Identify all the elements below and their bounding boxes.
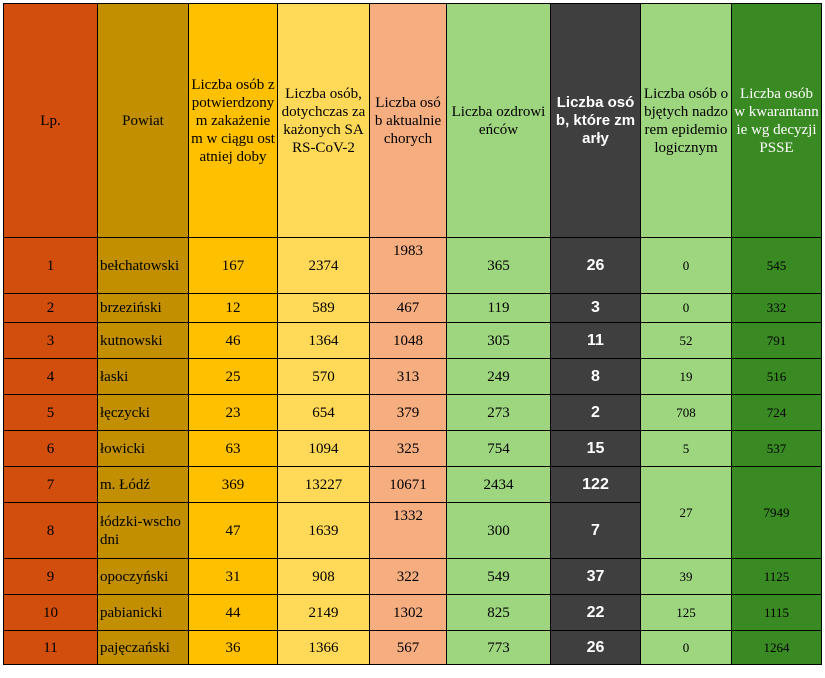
cell-confirmed-24h: 46 (189, 323, 278, 359)
cell-deaths: 22 (551, 595, 641, 631)
cell-total-infected: 2374 (278, 238, 370, 294)
table-row (4, 359, 822, 395)
cell-total-infected: 1364 (278, 323, 370, 359)
header-quarantine: Liczba osób w kwarantannie wg decyzji PSSE (732, 4, 822, 238)
cell-lp: 3 (4, 323, 98, 359)
cell-recovered: 365 (447, 238, 551, 294)
cell-deaths: 26 (551, 238, 641, 294)
cell-lp: 1 (4, 238, 98, 294)
cell-deaths: 2 (551, 395, 641, 431)
cell-quarantine: 545 (732, 238, 822, 294)
cell-supervision: 0 (641, 294, 732, 323)
cell-powiat: opoczyński (98, 559, 189, 595)
cell-total-infected: 2149 (278, 595, 370, 631)
cell-confirmed-24h: 36 (189, 631, 278, 665)
table-row (4, 323, 822, 359)
cell-powiat: brzeziński (98, 294, 189, 323)
cell-quarantine: 791 (732, 323, 822, 359)
cell-supervision: 19 (641, 359, 732, 395)
cell-supervision: 0 (641, 631, 732, 665)
cell-lp: 4 (4, 359, 98, 395)
cell-recovered: 549 (447, 559, 551, 595)
cell-powiat: m. Łódź (98, 467, 189, 503)
cell-lp: 10 (4, 595, 98, 631)
cell-supervision: 125 (641, 595, 732, 631)
header-active: Liczba osób aktualnie chorych (370, 4, 447, 238)
header-recovered: Liczba ozdrowieńców (447, 4, 551, 238)
cell-quarantine: 537 (732, 431, 822, 467)
cell-active: 10671 (370, 467, 447, 503)
cell-recovered: 119 (447, 294, 551, 323)
cell-total-infected: 589 (278, 294, 370, 323)
cell-lp: 11 (4, 631, 98, 665)
cell-recovered: 300 (447, 503, 551, 559)
table-row (4, 559, 822, 595)
cell-active: 567 (370, 631, 447, 665)
cell-total-infected: 570 (278, 359, 370, 395)
cell-supervision: 708 (641, 395, 732, 431)
cell-deaths: 8 (551, 359, 641, 395)
header-lp: Lp. (4, 4, 98, 238)
cell-confirmed-24h: 167 (189, 238, 278, 294)
cell-total-infected: 908 (278, 559, 370, 595)
header-confirmed-24h: Liczba osób z potwierdzonym zakażeniem w ciągu ostatniej doby (189, 4, 278, 238)
cell-total-infected: 13227 (278, 467, 370, 503)
cell-quarantine: 1125 (732, 559, 822, 595)
cell-powiat: pabianicki (98, 595, 189, 631)
cell-confirmed-24h: 23 (189, 395, 278, 431)
cell-recovered: 305 (447, 323, 551, 359)
header-deaths: Liczba osób, które zmarły (551, 4, 641, 238)
cell-recovered: 825 (447, 595, 551, 631)
cell-active: 325 (370, 431, 447, 467)
cell-active: 1332 (370, 503, 447, 559)
table-row (4, 595, 822, 631)
cell-confirmed-24h: 369 (189, 467, 278, 503)
cell-lp: 6 (4, 431, 98, 467)
cell-powiat: pajęczański (98, 631, 189, 665)
table-row (4, 395, 822, 431)
covid-district-table (3, 3, 822, 665)
cell-recovered: 273 (447, 395, 551, 431)
cell-confirmed-24h: 25 (189, 359, 278, 395)
cell-active: 467 (370, 294, 447, 323)
table-row (4, 238, 822, 294)
cell-powiat: łowicki (98, 431, 189, 467)
cell-quarantine: 724 (732, 395, 822, 431)
cell-quarantine: 1264 (732, 631, 822, 665)
cell-quarantine: 1115 (732, 595, 822, 631)
cell-supervision-merged: 27 (641, 467, 732, 559)
cell-lp: 5 (4, 395, 98, 431)
cell-recovered: 773 (447, 631, 551, 665)
cell-lp: 8 (4, 503, 98, 559)
header-row (4, 4, 822, 238)
cell-active: 1048 (370, 323, 447, 359)
cell-powiat: łódzki-wschodni (98, 503, 189, 559)
cell-deaths: 122 (551, 467, 641, 503)
cell-active: 322 (370, 559, 447, 595)
table-row (4, 294, 822, 323)
cell-recovered: 754 (447, 431, 551, 467)
cell-deaths: 15 (551, 431, 641, 467)
cell-active: 1983 (370, 238, 447, 294)
cell-deaths: 26 (551, 631, 641, 665)
table-row (4, 631, 822, 665)
cell-confirmed-24h: 63 (189, 431, 278, 467)
cell-total-infected: 1366 (278, 631, 370, 665)
cell-supervision: 0 (641, 238, 732, 294)
cell-powiat: kutnowski (98, 323, 189, 359)
cell-deaths: 37 (551, 559, 641, 595)
cell-supervision: 5 (641, 431, 732, 467)
header-supervision: Liczba osób objętych nadzorem epidemiologicznym (641, 4, 732, 238)
cell-confirmed-24h: 47 (189, 503, 278, 559)
cell-confirmed-24h: 44 (189, 595, 278, 631)
cell-active: 379 (370, 395, 447, 431)
cell-deaths: 7 (551, 503, 641, 559)
cell-recovered: 249 (447, 359, 551, 395)
cell-quarantine: 332 (732, 294, 822, 323)
cell-confirmed-24h: 12 (189, 294, 278, 323)
cell-deaths: 11 (551, 323, 641, 359)
cell-powiat: bełchatowski (98, 238, 189, 294)
cell-deaths: 3 (551, 294, 641, 323)
cell-quarantine-merged: 7949 (732, 467, 822, 559)
cell-quarantine: 516 (732, 359, 822, 395)
cell-supervision: 52 (641, 323, 732, 359)
cell-total-infected: 1639 (278, 503, 370, 559)
cell-active: 313 (370, 359, 447, 395)
cell-supervision: 39 (641, 559, 732, 595)
cell-powiat: łaski (98, 359, 189, 395)
cell-lp: 2 (4, 294, 98, 323)
table-row (4, 467, 822, 503)
cell-recovered: 2434 (447, 467, 551, 503)
cell-confirmed-24h: 31 (189, 559, 278, 595)
cell-lp: 9 (4, 559, 98, 595)
cell-active: 1302 (370, 595, 447, 631)
cell-powiat: łęczycki (98, 395, 189, 431)
cell-lp: 7 (4, 467, 98, 503)
cell-total-infected: 1094 (278, 431, 370, 467)
cell-total-infected: 654 (278, 395, 370, 431)
table-row (4, 431, 822, 467)
header-powiat: Powiat (98, 4, 189, 238)
header-total-infected: Liczba osób, dotychczas zakażonych SARS-CoV-2 (278, 4, 370, 238)
